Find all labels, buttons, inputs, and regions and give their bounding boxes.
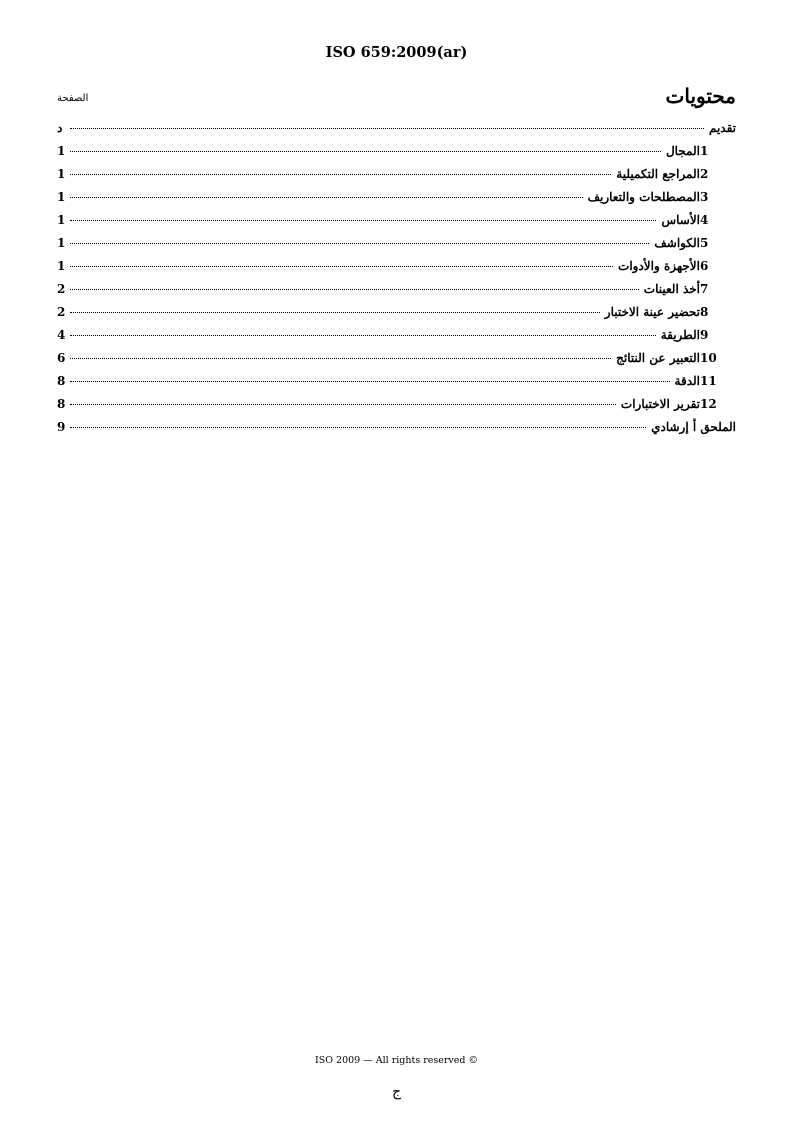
toc-leader-dots [70,427,646,428]
toc-entry-page: 1 [57,190,66,204]
toc-heading: محتويات [665,84,736,108]
toc-entry-number: 2 [700,167,709,181]
table-of-contents [57,121,736,443]
toc-entry-page: 1 [57,167,66,181]
toc-leader-dots [70,404,616,405]
toc-entry[interactable] [57,305,736,328]
toc-entry-page: 9 [57,420,66,434]
toc-entry-page: 2 [57,282,66,296]
toc-entry-page: 8 [57,397,66,411]
toc-leader-dots [70,197,583,198]
toc-entry[interactable] [57,420,736,443]
toc-entry[interactable] [57,236,736,259]
toc-leader-dots [70,289,639,290]
toc-entry-page: 6 [57,351,66,365]
toc-entry-page: 1 [57,259,66,273]
toc-entry[interactable] [57,397,736,420]
page-number: ج [391,1084,402,1100]
toc-leader-dots [70,266,613,267]
toc-entry[interactable] [57,213,736,236]
toc-leader-dots [70,151,661,152]
toc-entry-title: تحضير عينة الاختبار [604,305,700,319]
toc-entry-number: 11 [700,374,717,388]
toc-entry-title: الطريقة [660,328,700,342]
toc-entry[interactable] [57,167,736,190]
toc-entry-title: الدقة [674,374,700,388]
toc-entry-number: 10 [700,351,717,365]
toc-entry-number: 4 [700,213,709,227]
toc-entry-number: 1 [700,144,709,158]
document-header-title: ISO 659:2009(ar) [325,44,468,61]
toc-entry[interactable] [57,144,736,167]
toc-entry-page: 2 [57,305,66,319]
toc-entry-title: المصطلحات والتعاريف [587,190,700,204]
toc-entry[interactable] [57,374,736,397]
toc-entry-number: 12 [700,397,717,411]
toc-leader-dots [70,220,656,221]
toc-entry[interactable] [57,351,736,374]
toc-entry-page: 1 [57,213,66,227]
toc-entry[interactable] [57,328,736,351]
toc-entry-number: 9 [700,328,709,342]
toc-entry-title: الأجهزة والأدوات [618,259,700,273]
toc-entry-title: تقرير الاختبارات [620,397,700,411]
toc-entry-number: 7 [700,282,709,296]
toc-entry-number: 5 [700,236,709,250]
toc-entry-title: أخذ العينات [643,282,700,296]
toc-entry-page: 8 [57,374,66,388]
toc-entry-title: الملحق أ إرشادي [651,420,736,434]
copyright-notice: ISO 2009 — All rights reserved © [314,1055,479,1066]
toc-entry-title: المراجع التكميلية [616,167,700,181]
page-column-label: الصفحة [57,93,89,104]
toc-entry-page: 4 [57,328,66,342]
toc-entry-page: د [57,121,63,135]
toc-leader-dots [70,358,611,359]
toc-entry-title: الأساس [661,213,700,227]
toc-entry-page: 1 [57,144,66,158]
toc-leader-dots [70,381,670,382]
toc-entry[interactable] [57,259,736,282]
toc-entry-title: تقديم [708,121,736,135]
toc-entry-number: 6 [700,259,709,273]
toc-entry-number: 3 [700,190,709,204]
toc-entry-page: 1 [57,236,66,250]
toc-entry-title: التعبير عن النتائج [616,351,700,365]
toc-entry-number: 8 [700,305,709,319]
toc-entry[interactable] [57,190,736,213]
toc-leader-dots [70,243,649,244]
toc-leader-dots [70,335,656,336]
toc-entry[interactable] [57,282,736,305]
toc-leader-dots [70,312,600,313]
toc-entry-title: الكواشف [654,236,700,250]
toc-entry-title: المجال [665,144,700,158]
toc-leader-dots [70,174,611,175]
toc-leader-dots [70,128,704,129]
toc-entry[interactable] [57,121,736,144]
